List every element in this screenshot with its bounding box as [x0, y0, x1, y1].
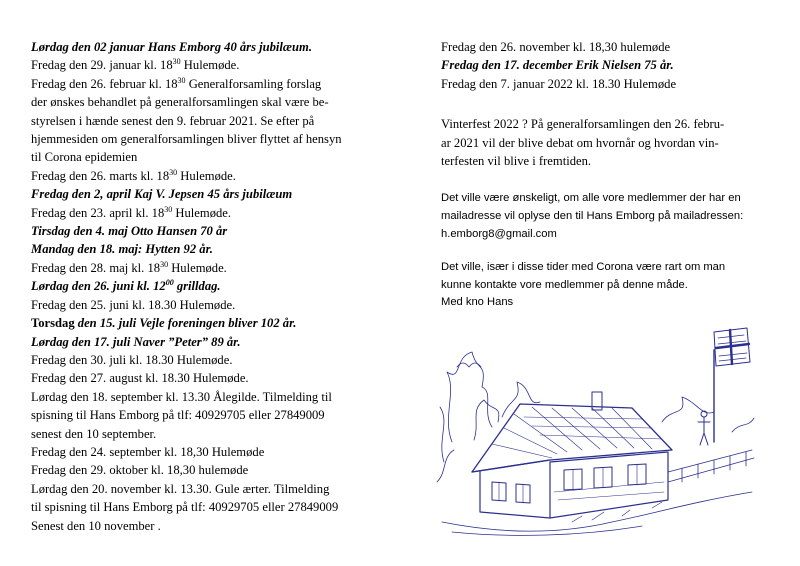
- event-text: Hulemøde.: [180, 58, 240, 73]
- event-text: Lørdag den 20. november kl. 13.30. Gule ærter. Tilmelding: [31, 481, 330, 496]
- highlight-event-line: [31, 277, 381, 295]
- event-line: [31, 443, 381, 461]
- event-text: grilldag.: [173, 279, 221, 294]
- event-text: der ønskes behandlet på generalforsamlingen skal være be-: [31, 95, 329, 110]
- event-text: Fredag den 7. januar 2022 kl. 18.30 Hulemøde: [441, 76, 677, 91]
- event-text: Fredag den 29. oktober kl. 18,30 hulemøde: [31, 463, 249, 478]
- email-address[interactable]: h.emborg8@gmail.com: [441, 227, 557, 240]
- event-text: Fredag den 29. januar kl. 18: [31, 58, 173, 73]
- event-line: [31, 498, 381, 516]
- paragraph-line: mailadresse vil oplyse den til Hans Emborg på mailadressen:: [441, 210, 744, 223]
- event-text: Fredag den 23. april kl. 18: [31, 205, 165, 220]
- event-text: til Corona epidemien: [31, 150, 138, 165]
- event-text: Fredag den 2, april Kaj V. Jepsen 45 års jubilæum: [31, 187, 293, 202]
- event-line: [31, 296, 381, 314]
- event-line: [31, 425, 381, 443]
- highlight-event-line: [31, 38, 381, 56]
- event-line: [31, 75, 381, 93]
- event-text: Fredag den 28. maj kl. 18: [31, 260, 161, 275]
- time-superscript: 30: [172, 57, 181, 67]
- event-text: Fredag den 26. marts kl. 18: [31, 168, 170, 183]
- event-line: [31, 167, 381, 185]
- person-figure: [698, 411, 710, 445]
- event-text: Tirsdag den 4. maj Otto Hansen 70 år: [31, 224, 228, 239]
- email-request-paragraph: [441, 190, 781, 243]
- highlight-event-line: [31, 314, 381, 332]
- event-line: [31, 130, 381, 148]
- paragraph-line: ar 2021 vil der blive debat om hvornår og hvordan vin-: [441, 135, 719, 150]
- event-text: den 15. juli Vejle foreningen bliver 102 år.: [74, 316, 297, 331]
- event-text: Fredag den 26. februar kl. 18: [31, 76, 178, 91]
- event-text: Fredag den 24. september kl. 18,30 Hulemøde: [31, 444, 265, 459]
- event-line: [31, 388, 381, 406]
- paragraph-line: terfesten vil blive i fremtiden.: [441, 154, 592, 169]
- event-text: Lørdag den 17. juli Naver ”Peter” 89 år.: [31, 334, 241, 349]
- highlight-event-line: [31, 240, 381, 258]
- event-text: Hulemøde.: [177, 168, 236, 183]
- left-column: [31, 38, 381, 535]
- vinterfest-paragraph: [441, 115, 781, 170]
- signature-line: Med kno Hans: [441, 296, 514, 309]
- event-text: Fredag den 27. august kl. 18.30 Hulemøde.: [31, 371, 249, 386]
- event-line: [441, 75, 781, 93]
- event-line: [441, 38, 781, 56]
- event-line: [31, 93, 381, 111]
- right-column: [441, 38, 781, 312]
- highlight-event-line: [31, 185, 381, 203]
- event-text: Fredag den 25. juni kl. 18.30 Hulemøde.: [31, 297, 236, 312]
- event-line: [31, 204, 381, 222]
- paragraph-line: kunne kontakte vore medlemmer på denne måde.: [441, 278, 688, 291]
- highlight-event-line: [31, 333, 381, 351]
- event-text: Fredag den 17. december Erik Nielsen 75 år.: [441, 58, 674, 73]
- event-line: [31, 406, 381, 424]
- event-text: styrelsen i hænde senest den 9. februar 2021. Se efter på: [31, 113, 315, 128]
- time-superscript: 30: [177, 75, 186, 85]
- event-text: senest den 10 september.: [31, 426, 157, 441]
- event-text: Lørdag den 26. juni kl. 12: [31, 279, 166, 294]
- time-superscript: 00: [165, 278, 174, 288]
- event-line: [31, 112, 381, 130]
- highlight-event-line: [31, 222, 381, 240]
- event-text: til spisning til Hans Emborg på tlf: 40929705 eller 27849009: [31, 500, 339, 515]
- front-wall: [480, 452, 668, 518]
- event-text: Hulemøde.: [172, 205, 232, 220]
- event-text: Lørdag den 18. september kl. 13.30 Ålegilde. Tilmelding til: [31, 389, 332, 404]
- event-line: [31, 56, 381, 74]
- upcoming-events: [441, 38, 781, 93]
- event-text: Generalforsamling forslag: [185, 76, 322, 91]
- time-superscript: 30: [160, 259, 169, 269]
- highlight-event-line: [441, 56, 781, 74]
- event-line: [31, 351, 381, 369]
- event-text: Torsdag: [31, 316, 75, 331]
- corona-contact-paragraph: [441, 259, 781, 312]
- event-text: hjemmesiden om generalforsamlingen bliver flyttet af hensyn: [31, 132, 342, 147]
- event-line: [31, 369, 381, 387]
- event-line: [31, 480, 381, 498]
- event-text: Hulemøde.: [168, 260, 227, 275]
- event-text: Fredag den 30. juli kl. 18.30 Hulemøde.: [31, 352, 233, 367]
- paragraph-line: Det ville, især i disse tider med Corona være rart om man: [441, 261, 726, 274]
- paragraph-line: Det ville være ønskeligt, om alle vore medlemmer der har en: [441, 192, 741, 205]
- tree-scribbles: [437, 352, 754, 482]
- time-superscript: 30: [169, 167, 178, 177]
- event-line: [31, 461, 381, 479]
- event-line: [31, 517, 381, 535]
- event-text: spisning til Hans Emborg på tlf: 40929705 eller 27849009: [31, 408, 325, 423]
- time-superscript: 30: [164, 204, 173, 214]
- event-line: [31, 148, 381, 166]
- paragraph-line: Vinterfest 2022 ? På generalforsamlingen den 26. febru-: [441, 117, 725, 132]
- event-line: [31, 259, 381, 277]
- event-text: Fredag den 26. november kl. 18,30 hulemøde: [441, 40, 671, 54]
- event-text: Mandag den 18. maj: Hytten 92 år.: [31, 242, 213, 257]
- fence-and-ground: [442, 450, 754, 535]
- hut-sketch-illustration: [432, 322, 772, 542]
- event-text: Senest den 10 november .: [31, 518, 161, 533]
- event-text: Lørdag den 02 januar Hans Emborg 40 års jubilæum.: [31, 40, 312, 54]
